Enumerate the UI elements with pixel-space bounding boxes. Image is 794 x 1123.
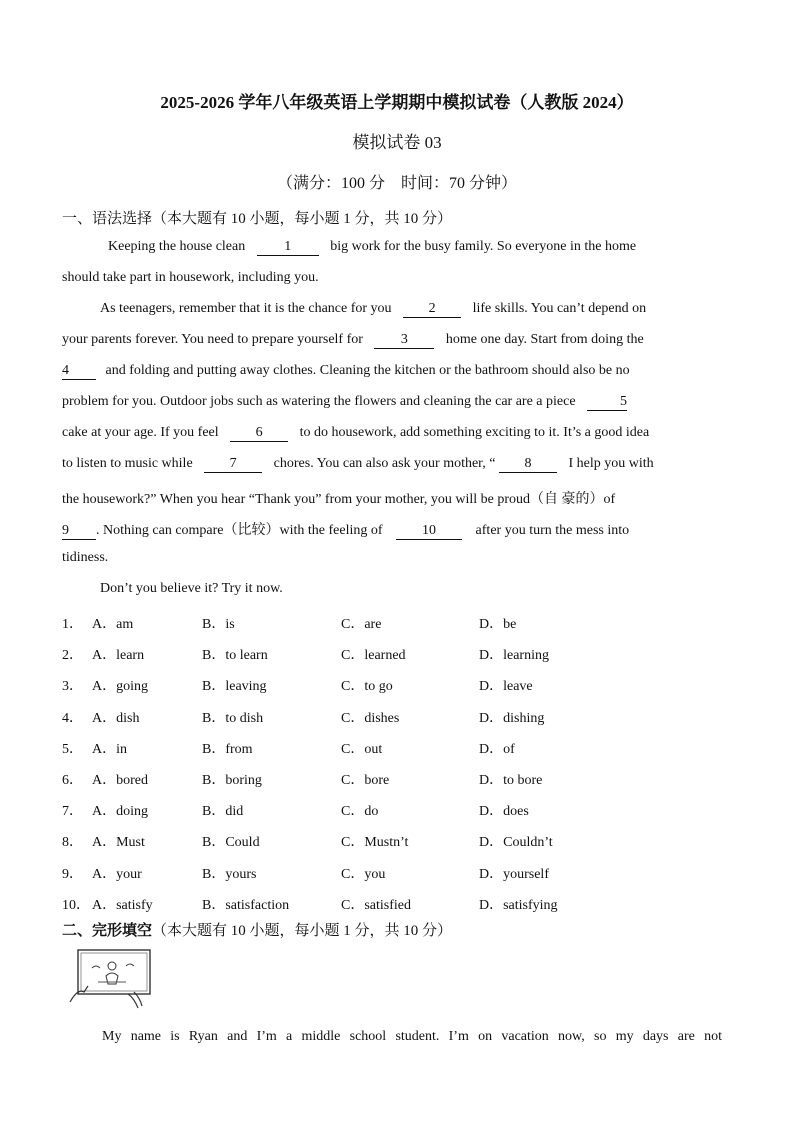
blank-6: 6: [230, 425, 288, 442]
option-b[interactable]: B．satisfaction: [202, 897, 290, 913]
option-b[interactable]: B．from: [202, 741, 253, 757]
option-a[interactable]: A．in: [92, 741, 127, 757]
option-b[interactable]: B．yours: [202, 866, 257, 882]
score-time: （满分：100 分 时间：70 分钟）: [276, 175, 517, 192]
passage-line: the housework?” When you hear “Thank you” from your mother, you will be proud（自 豪的）of: [62, 492, 616, 507]
option-b[interactable]: B．boring: [202, 773, 262, 788]
exam-title: 2025-2026 学年八年级英语上学期期中模拟试卷（人教版 2024）: [160, 93, 634, 112]
option-d[interactable]: D．dishing: [479, 710, 545, 726]
option-b[interactable]: B．Could: [202, 835, 260, 851]
option-b[interactable]: B．leaving: [202, 679, 267, 695]
question-number: 1．: [62, 617, 83, 632]
option-a[interactable]: A．doing: [92, 804, 148, 820]
option-c[interactable]: C．Mustn’t: [341, 835, 409, 851]
question-number: 2．: [62, 648, 83, 664]
question-number: 3．: [62, 679, 83, 695]
option-a[interactable]: A．learn: [92, 648, 145, 664]
option-d[interactable]: D．Couldn’t: [479, 835, 553, 851]
option-c[interactable]: C．you: [341, 866, 386, 882]
option-d[interactable]: D．to bore: [479, 773, 543, 788]
option-c[interactable]: C．do: [341, 804, 379, 820]
blank-5: 5: [587, 394, 627, 411]
passage-line: As teenagers, remember that it is the chance for you 2 life skills. You can’t depend on: [100, 301, 647, 316]
question-number: 10．: [62, 897, 90, 913]
blank-3: 3: [374, 332, 434, 349]
question-number: 9．: [62, 866, 83, 882]
passage-line: Keeping the house clean 1 big work for the busy family. So everyone in the home: [108, 239, 637, 254]
blank-10: 10: [396, 523, 462, 540]
passage-line: tidiness.: [62, 550, 109, 565]
section2-heading: 二、完形填空（本大题有 10 小题，每小题 1 分，共 10 分）: [62, 923, 453, 939]
option-a[interactable]: A．am: [92, 617, 134, 632]
option-a[interactable]: A．dish: [92, 710, 140, 726]
option-c[interactable]: C．to go: [341, 679, 393, 695]
option-b[interactable]: B．to learn: [202, 648, 268, 664]
passage-line: to listen to music while 7 chores. You can also ask your mother, “ 8 I help you with: [62, 456, 654, 471]
passage-line: problem for you. Outdoor jobs such as watering the flowers and cleaning the car are a piece 5: [62, 394, 628, 409]
option-d[interactable]: D．be: [479, 617, 517, 632]
blank-1: 1: [257, 239, 319, 256]
option-d[interactable]: D．satisfying: [479, 897, 558, 913]
passage-line: 4 and folding and putting away clothes. Cleaning the kitchen or the bathroom should also be no: [62, 363, 630, 378]
question-number: 8．: [62, 835, 83, 851]
passage-line: your parents forever. You need to prepare yourself for 3 home one day. Start from doing the: [62, 332, 644, 347]
passage-line: should take part in housework, including you.: [62, 270, 319, 285]
section1-heading: 一、语法选择（本大题有 10 小题，每小题 1 分，共 10 分）: [62, 211, 453, 227]
option-c[interactable]: C．are: [341, 617, 382, 632]
option-c[interactable]: C．satisfied: [341, 897, 411, 913]
option-b[interactable]: B．to dish: [202, 710, 264, 726]
passage-line: 9 . Nothing can compare（比较）with the feeling of 10 after you turn the mess into: [62, 523, 630, 538]
exam-subtitle: 模拟试卷 03: [352, 133, 442, 152]
option-a[interactable]: A．bored: [92, 773, 148, 788]
passage-line: My name is Ryan and I’m a middle school student. I’m on vacation now, so my days are not: [102, 1029, 722, 1044]
option-d[interactable]: D．yourself: [479, 866, 549, 882]
blank-4: 4: [62, 363, 96, 380]
question-number: 6．: [62, 773, 83, 788]
person-watching-screen-illustration: [68, 946, 154, 1012]
option-d[interactable]: D．learning: [479, 648, 549, 664]
option-d[interactable]: D．leave: [479, 679, 533, 695]
option-a[interactable]: A．Must: [92, 835, 145, 851]
blank-2: 2: [403, 301, 461, 318]
option-b[interactable]: B．is: [202, 617, 235, 632]
option-a[interactable]: A．your: [92, 866, 142, 882]
passage-line: cake at your age. If you feel 6 to do housework, add something exciting to it. It’s a good idea: [62, 425, 650, 440]
option-a[interactable]: A．satisfy: [92, 897, 153, 913]
option-a[interactable]: A．going: [92, 679, 148, 695]
option-d[interactable]: D．does: [479, 804, 529, 820]
passage-line: Don’t you believe it? Try it now.: [100, 581, 283, 596]
option-c[interactable]: C．out: [341, 741, 383, 757]
blank-8: 8: [499, 456, 557, 473]
option-c[interactable]: C．bore: [341, 773, 390, 788]
option-c[interactable]: C．dishes: [341, 710, 400, 726]
question-number: 4．: [62, 710, 83, 726]
blank-7: 7: [204, 456, 262, 473]
question-number: 5．: [62, 741, 83, 757]
question-number: 7．: [62, 804, 83, 820]
option-c[interactable]: C．learned: [341, 648, 406, 664]
option-d[interactable]: D．of: [479, 741, 515, 757]
option-b[interactable]: B．did: [202, 804, 244, 820]
blank-9: 9: [62, 523, 96, 540]
